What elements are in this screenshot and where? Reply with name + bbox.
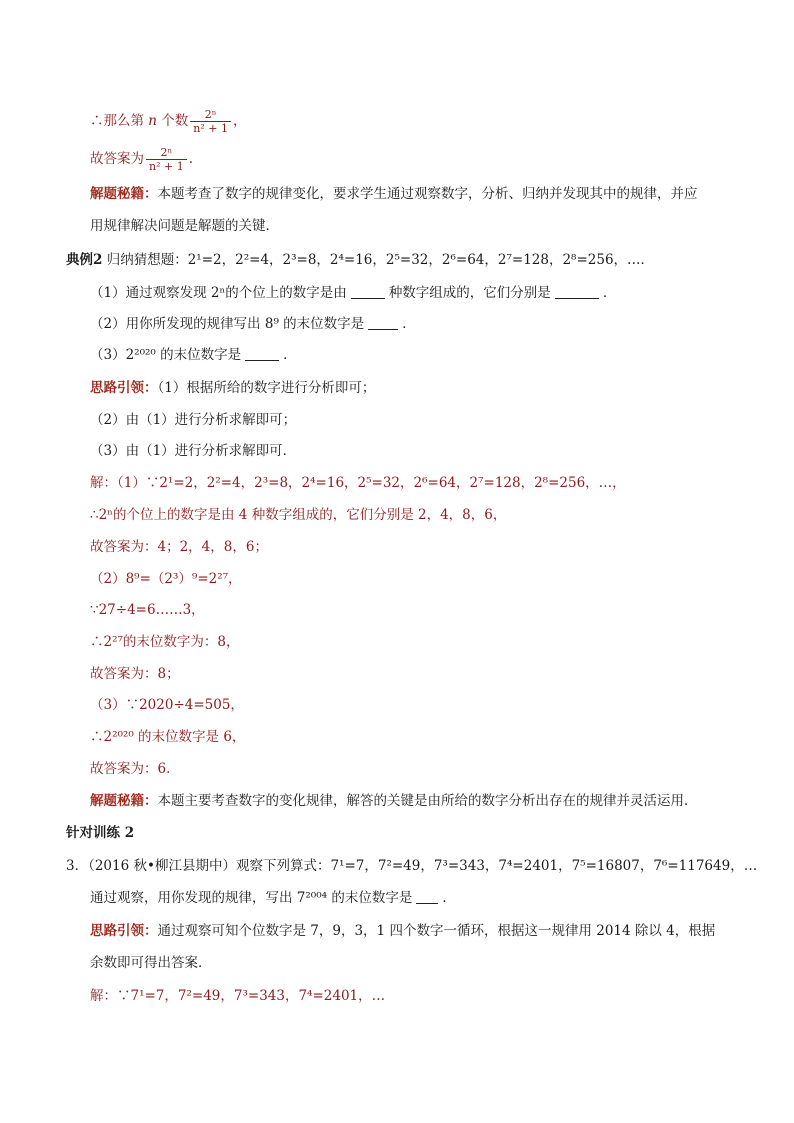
hint-text: 通过观察可知个位数字是 7，9，3，1 四个数字一循环，根据这一规律用 2014 除以 4，根据 (157, 923, 716, 939)
text: 个数 (161, 113, 189, 129)
question-1 (90, 283, 616, 303)
text: ． (602, 285, 617, 301)
solution-line-4: （2）8⁹=（2³）⁹=2²⁷， (90, 571, 242, 587)
variable-n: n (148, 113, 157, 129)
tip-block-2 (90, 791, 698, 811)
denominator: n² + 1 (146, 159, 187, 173)
hint-block-2 (90, 921, 715, 941)
text: 故答案为 (90, 151, 144, 167)
solution-line-7: 故答案为：8； (90, 666, 180, 682)
solution2-line-1: 解：∵7¹=7，7²=49，7³=343，7⁴=2401，… (90, 988, 386, 1004)
training-question: 3．（2016 秋•柳江县期中）观察下列算式：7¹=7，7²=49，7³=343，7⁴=2401，7⁵=16807，7⁶=117649，… (66, 858, 758, 874)
answer-line-1 (90, 146, 193, 173)
training-question-2 (90, 888, 456, 908)
text: （1）通过观察发现 2ⁿ的个位上的数字是由 (90, 285, 347, 301)
solution-line-8: （3）∵2020÷4=505， (90, 697, 244, 713)
answer-blank (351, 284, 385, 299)
numerator: 2ⁿ (160, 146, 173, 159)
hint-text-2b: 余数即可得出答案． (90, 955, 212, 971)
formula-line-1 (90, 108, 247, 135)
text: ． (442, 890, 456, 906)
solution-line-5: ∵27÷4=6……3， (90, 602, 205, 618)
hint-label: 思路引领： (90, 380, 158, 396)
tip-text: 本题主要考查数字的变化规律，解答的关键是由所给的数字分析出存在的规律并灵活运用． (157, 793, 698, 809)
hint-block (90, 378, 375, 398)
fraction (146, 146, 187, 173)
answer-blank (368, 315, 398, 330)
text: 种数字组成的，它们分别是 (388, 285, 551, 301)
question-2 (90, 314, 416, 334)
denominator: n² + 1 (190, 121, 231, 135)
tip-label: 解题秘籍： (90, 186, 158, 202)
solution-line-10: 故答案为：6． (90, 761, 180, 777)
solution-line-1: 解：（1）∵2¹=2，2²=4，2³=8，2⁴=16，2⁵=32，2⁶=64，2⁷=128，2⁸=256，…， (90, 475, 626, 491)
tip-text: 本题考查了数字的规律变化，要求学生通过观察数字，分析、归纳并发现其中的规律，并应 (157, 186, 698, 202)
hint-text-3: （3）由（1）进行分析求解即可． (90, 443, 297, 459)
tip-label: 解题秘籍： (90, 793, 158, 809)
text: ∴那么第 (90, 113, 144, 129)
answer-blank (416, 889, 438, 904)
example-text: 归纳猜想题： (106, 252, 188, 268)
hint-text-2: （2）由（1）进行分析求解即可； (90, 412, 297, 428)
solution-line-3: 故答案为：4；2，4，8，6； (90, 539, 268, 555)
text: ， (233, 113, 247, 129)
text: （2）用你所发现的规律写出 8⁹ 的末位数字是 (90, 316, 365, 332)
example-sequence: 2¹=2，2²=4，2³=8，2⁴=16，2⁵=32，2⁶=64，2⁷=128，2⁸=256，…． (187, 252, 655, 268)
fraction (190, 108, 231, 135)
text: ． (283, 347, 297, 363)
text: . (188, 151, 193, 167)
text: ． (402, 316, 416, 332)
example-label: 典例2 (66, 252, 103, 268)
text: 通过观察，用你发现的规律，写出 7²⁰⁰⁴ 的末位数字是 (90, 890, 413, 906)
tip-block-1 (90, 184, 698, 204)
hint-text: （1）根据所给的数字进行分析即可； (157, 380, 376, 396)
example-2-heading (66, 250, 654, 270)
solution-line-6: ∴2²⁷的末位数字为：8， (90, 634, 240, 650)
tip-text-2: 用规律解决问题是解题的关键． (90, 218, 279, 234)
hint-label: 思路引领： (90, 923, 158, 939)
answer-blank (555, 284, 599, 299)
solution-line-2: ∴2ⁿ的个位上的数字是由 4 种数字组成的，它们分别是 2，4，8，6， (90, 507, 507, 523)
training-heading: 针对训练 2 (66, 825, 135, 841)
numerator: 2ⁿ (204, 108, 217, 121)
text: （3）2²⁰²⁰ 的末位数字是 (90, 347, 242, 363)
solution-line-9: ∴2²⁰²⁰ 的末位数字是 6， (90, 729, 246, 745)
question-3 (90, 345, 297, 365)
answer-blank (245, 346, 279, 361)
